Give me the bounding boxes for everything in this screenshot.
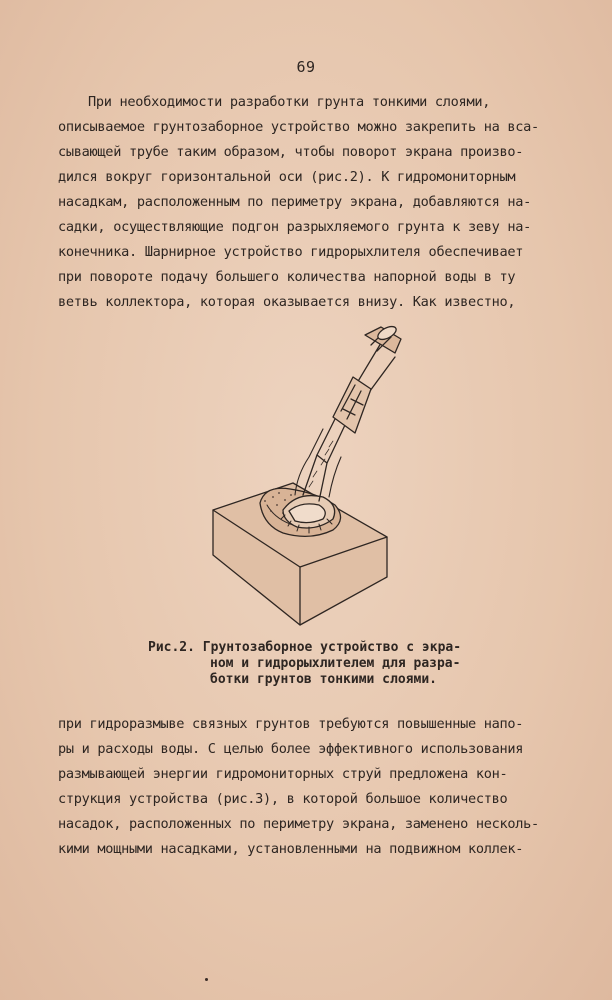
paragraph-line: насадкам, расположенным по периметру экрана, добавляются на-	[58, 194, 532, 210]
paragraph-line: дился вокруг горизонтальной оси (рис.2). К гидромониторным	[58, 169, 516, 185]
paragraph-line: насадок, расположенных по периметру экрана, заменено несколь-	[58, 816, 539, 832]
soil-intake-device-drawing-icon	[205, 305, 405, 635]
paragraph-line: при повороте подачу большего количества напорной воды в ту	[58, 269, 516, 285]
figure-caption	[148, 640, 508, 688]
figure-soil-intake-device	[205, 305, 405, 635]
paragraph-1	[58, 90, 558, 315]
paragraph-line: при гидроразмыве связных грунтов требуются повышенные напо-	[58, 716, 524, 732]
paragraph-line: ветвь коллектора, которая оказывается внизу. Как известно,	[58, 294, 516, 310]
caption-line: Рис.2. Грунтозаборное устройство с экра-	[148, 640, 462, 655]
paragraph-line: размывающей энергии гидромониторных струй предложена кон-	[58, 766, 508, 782]
paragraph-line: При необходимости разработки грунта тонкими слоями,	[88, 94, 491, 110]
paragraph-line: садки, осуществляющие подгон разрыхляемого грунта к зеву на-	[58, 219, 532, 235]
caption-line: ботки грунтов тонкими слоями.	[210, 672, 437, 687]
paragraph-line: струкция устройства (рис.3), в которой большое количество	[58, 791, 508, 807]
paragraph-line: описываемое грунтозаборное устройство можно закрепить на вса-	[58, 119, 539, 135]
paragraph-2	[58, 712, 558, 862]
paragraph-line: сывающей трубе таким образом, чтобы поворот экрана произво-	[58, 144, 524, 160]
paragraph-line: ры и расходы воды. С целью более эффективного использования	[58, 741, 524, 757]
caption-line: ном и гидрорыхлителем для разра-	[210, 656, 461, 671]
page-number: 69	[296, 58, 316, 76]
paragraph-line: конечника. Шарнирное устройство гидрорыхлителя обеспечивает	[58, 244, 524, 260]
paper-speck	[205, 978, 208, 981]
paragraph-line: кими мощными насадками, установленными на подвижном коллек-	[58, 841, 524, 857]
